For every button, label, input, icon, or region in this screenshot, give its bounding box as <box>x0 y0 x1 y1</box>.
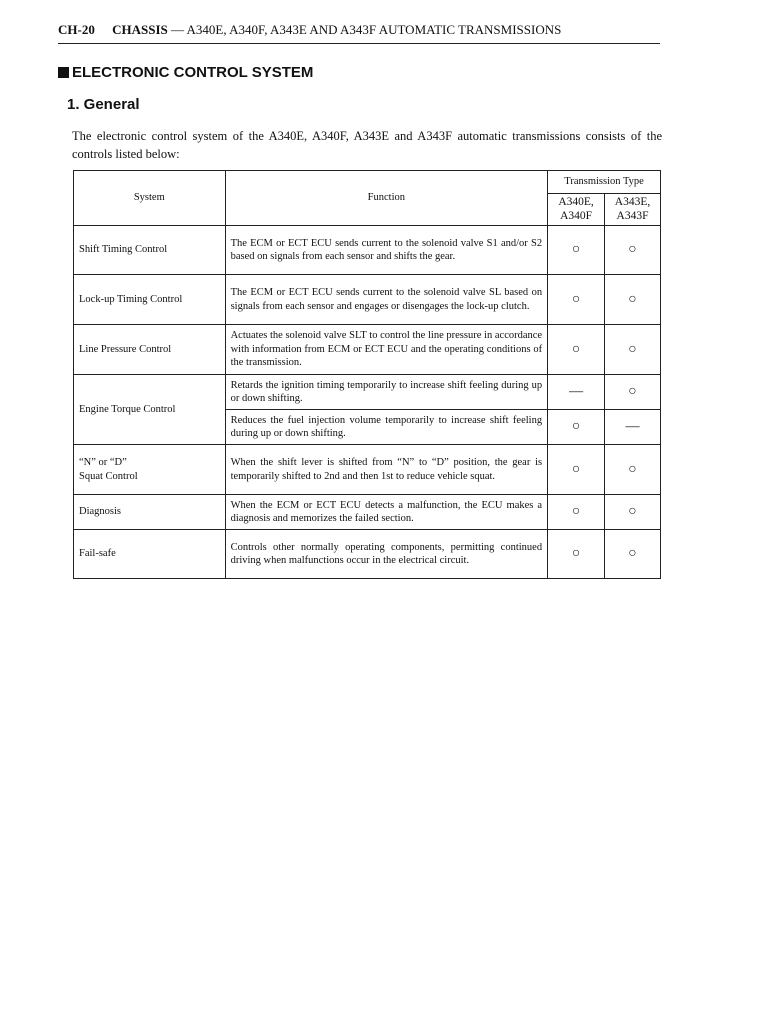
header-type-a343: A343E, A343F <box>605 194 661 226</box>
page-header <box>58 22 660 44</box>
row-mark-a340: — <box>548 375 605 410</box>
header-transmission-type: Transmission Type <box>548 171 661 194</box>
control-system-table <box>73 170 661 579</box>
row-system: Lock-up Timing Control <box>74 275 226 325</box>
row-mark-a340: ○ <box>548 445 605 495</box>
row-mark-a343: ○ <box>605 275 661 325</box>
row-function: Controls other normally operating components, permitting continued driving when malfunctions occur in the electrical circuit. <box>225 530 548 579</box>
header-subtitle: — A340E, A340F, A343E AND A343F AUTOMATIC TRANSMISSIONS <box>170 22 562 37</box>
table-row <box>74 375 661 410</box>
page-code: CH-20 <box>58 22 95 37</box>
table-row <box>74 445 661 495</box>
row-mark-a343: ○ <box>605 226 661 275</box>
table-row <box>74 275 661 325</box>
row-function: When the shift lever is shifted from “N” to “D” position, the gear is temporarily shifted to 2nd and then 1st to reduce vehicle squat. <box>225 445 548 495</box>
square-bullet-icon <box>58 67 69 78</box>
row-mark-a340: ○ <box>548 275 605 325</box>
section-title <box>58 64 313 81</box>
row-mark-a343: ○ <box>605 325 661 375</box>
header-system: System <box>74 171 226 226</box>
section-title-text: ELECTRONIC CONTROL SYSTEM <box>72 64 314 81</box>
row-system: Diagnosis <box>74 495 226 530</box>
row-function: The ECM or ECT ECU sends current to the solenoid valve S1 and/or S2 based on signals from each sensor and shifts the gear. <box>225 226 548 275</box>
row-mark-a343: ○ <box>605 530 661 579</box>
table-row <box>74 325 661 375</box>
row-system: Engine Torque Control <box>74 375 226 445</box>
intro-paragraph: The electronic control system of the A340E, A340F, A343E and A343F automatic transmissions consists of the controls listed below: <box>72 129 662 161</box>
row-mark-a340: ○ <box>548 495 605 530</box>
row-mark-a343: ○ <box>605 375 661 410</box>
row-mark-a340: ○ <box>548 325 605 375</box>
header-chassis: CHASSIS <box>112 22 168 37</box>
row-function: Actuates the solenoid valve SLT to control the line pressure in accordance with information from ECM or ECT ECU and the operating conditions of the transmission. <box>225 325 548 375</box>
header-function: Function <box>225 171 548 226</box>
row-mark-a343: ○ <box>605 445 661 495</box>
row-function: The ECM or ECT ECU sends current to the solenoid valve SL based on signals from each sensor and engages or disengages the lock-up clutch. <box>225 275 548 325</box>
row-system: Shift Timing Control <box>74 226 226 275</box>
table-row <box>74 495 661 530</box>
row-function: When the ECM or ECT ECU detects a malfunction, the ECU makes a diagnosis and memorizes the failed section. <box>225 495 548 530</box>
row-mark-a343: ○ <box>605 495 661 530</box>
row-mark-a340: ○ <box>548 226 605 275</box>
header-type-a340: A340E, A340F <box>548 194 605 226</box>
table-row <box>74 530 661 579</box>
table-row <box>74 226 661 275</box>
row-function: Reduces the fuel injection volume temporarily to increase shift feeling during up or down shifting. <box>225 410 548 445</box>
row-mark-a343: — <box>605 410 661 445</box>
subsection-title: 1. General <box>67 96 140 113</box>
table-header-row <box>74 171 661 194</box>
row-system: Fail-safe <box>74 530 226 579</box>
row-system: Line Pressure Control <box>74 325 226 375</box>
row-function: Retards the ignition timing temporarily to increase shift feeling during up or down shifting. <box>225 375 548 410</box>
row-mark-a340: ○ <box>548 410 605 445</box>
row-system: “N” or “D” Squat Control <box>74 445 226 495</box>
row-mark-a340: ○ <box>548 530 605 579</box>
